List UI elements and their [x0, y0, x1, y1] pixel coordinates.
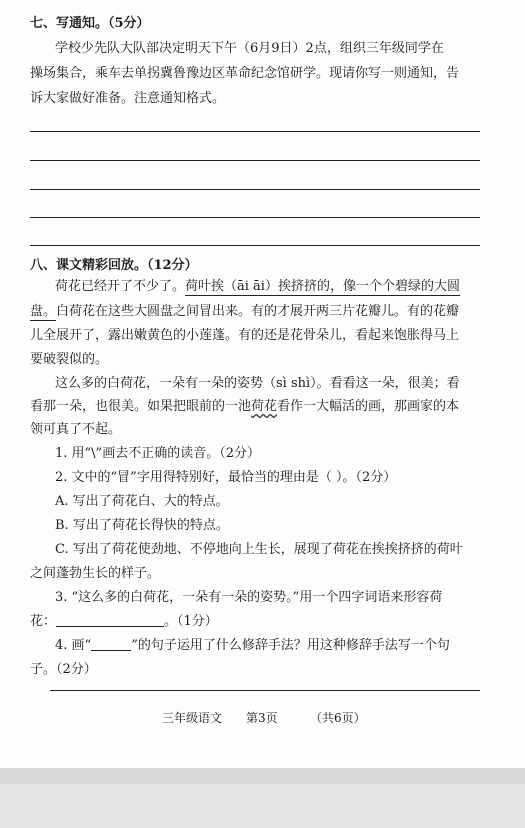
writing-line-2[interactable]	[30, 160, 480, 161]
answer-blank-q3[interactable]	[56, 614, 164, 627]
footer-page: 第3页	[246, 711, 278, 725]
section7-line-3: 诉大家做好准备。注意通知格式。	[30, 91, 226, 106]
underline-sample-mark	[91, 638, 131, 651]
writing-line-4[interactable]	[30, 217, 480, 218]
question-3-suffix: 。（1分）	[164, 614, 218, 629]
writing-line-3[interactable]	[30, 189, 480, 190]
question-1: 1. 用“\”画去不正确的读音。（2分）	[55, 446, 260, 461]
question-4-suffix: ”的句子运用了什么修辞手法？用这种修辞手法写一个句	[131, 638, 450, 653]
section7-line-1: 学校少先队大队部决定明天下午（6月9日）2点，组织三年级同学在	[55, 41, 444, 56]
section8-title: 八、课文精彩回放。（12分）	[30, 258, 198, 273]
passage1-underlined-1: 荷叶挨（āi āi）挨挤挤的，像一个个碧绿的大圆	[185, 279, 460, 294]
option-a: A. 写出了荷花白、大的特点。	[55, 494, 229, 509]
passage1-line-1	[55, 279, 460, 295]
question-3-prefix: 花：	[30, 614, 57, 629]
question-2: 2. 文中的“冒”字用得特别好，最恰当的理由是（ ）。（2分）	[55, 470, 397, 485]
question-4-line-1	[55, 638, 450, 654]
passage1-line-2	[30, 304, 459, 320]
section7-line-2: 操场集合，乘车去单拐冀鲁豫边区革命纪念馆研学。现请你写一则通知，告	[30, 66, 460, 81]
question-4-prefix: 4. 画“	[55, 638, 92, 653]
passage2-wavy-word: 荷花	[251, 399, 278, 414]
option-c-line-2: 之间蓬勃生长的样子。	[30, 566, 161, 581]
passage1-underlined-2: 盘。	[30, 304, 57, 319]
writing-line-1[interactable]	[30, 131, 480, 132]
passage2-line-1: 这么多的白荷花，一朵有一朵的姿势（sì shì）。看看这一朵，很美；看	[55, 376, 460, 391]
passage2-line-2-c: 看作一大幅活的画，那画家的本	[277, 399, 460, 414]
footer-rule	[50, 690, 480, 691]
footer-total: （共6页）	[310, 711, 366, 725]
section7-title: 七、写通知。（5分）	[30, 16, 150, 31]
question-3-line-2	[30, 614, 218, 630]
passage2-line-3: 领可真了不起。	[30, 422, 122, 437]
passage1-line-1-plain: 荷花已经开了不少了。	[55, 279, 186, 294]
scroll-gutter	[0, 768, 525, 784]
passage2-line-2-a: 看那一朵，也很美。如果把眼前的一池	[30, 399, 252, 414]
question-3-line-1: 3. “这么多的白荷花，一朵有一朵的姿势。”用一个四字词语来形容荷	[55, 590, 443, 605]
passage1-line-4: 要破裂似的。	[30, 352, 109, 367]
passage1-line-3: 儿全展开了，露出嫩黄色的小莲蓬。有的还是花骨朵儿，看起来饱胀得马上	[30, 328, 460, 343]
question-4-line-2: 子。（2分）	[30, 662, 97, 677]
footer-grade: 三年级语文	[162, 711, 223, 725]
passage2-line-2	[30, 399, 459, 415]
option-c-line-1: C. 写出了荷花使劲地、不停地向上生长，展现了荷花在挨挨挤挤的荷叶	[55, 542, 463, 557]
writing-line-5[interactable]	[30, 245, 480, 246]
passage1-line-2-plain: 白荷花在这些大圆盘之间冒出来。有的才展开两三片花瓣儿。有的花瓣	[56, 304, 460, 319]
option-b: B. 写出了荷花长得快的特点。	[55, 518, 229, 533]
